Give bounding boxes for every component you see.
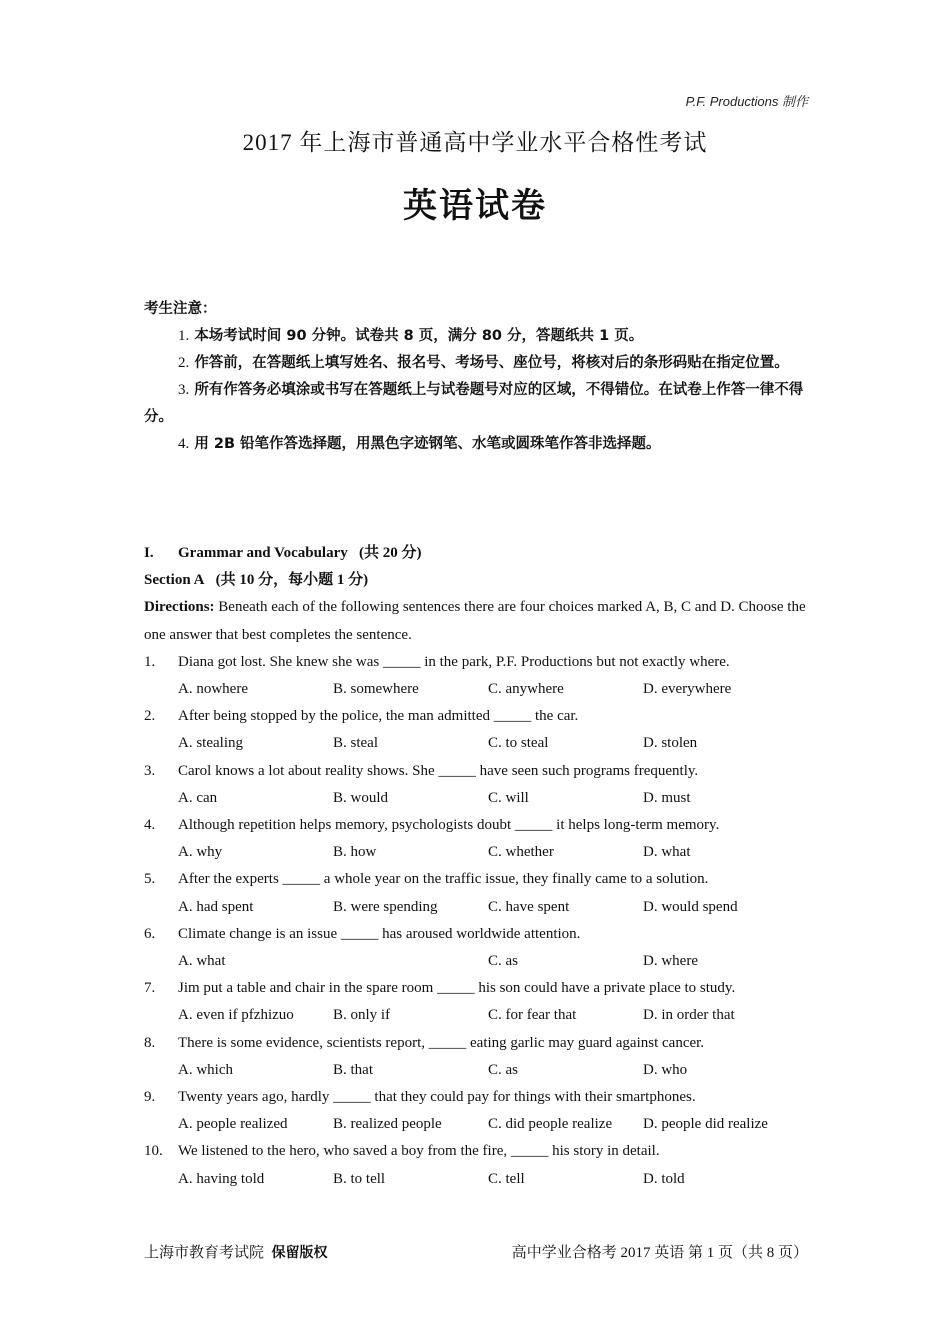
question-list [144,649,814,1193]
directions: Directions: Beneath each of the following sentences there are four choices marked A, B, C and D. Choose the one answer that best completes the sentence. [144,599,806,643]
answer-options [144,948,814,975]
option-d[interactable]: D. who [643,1061,688,1078]
option-a[interactable]: A. had spent [178,898,254,915]
option-b[interactable]: B. to tell [333,1170,386,1187]
question-10 [144,1138,814,1165]
option-c[interactable]: C. for fear that [488,1007,577,1024]
answer-options [144,894,814,921]
option-a[interactable]: A. stealing [178,735,243,752]
option-b[interactable]: B. how [333,844,377,861]
question-number: 10. [144,1143,163,1160]
option-b[interactable]: B. steal [333,735,378,752]
question-text: Climate change is an issue _____ has aroused worldwide attention. [178,925,581,942]
option-a[interactable]: A. people realized [178,1116,288,1133]
answer-options [144,676,814,703]
option-a[interactable]: A. why [178,844,223,861]
answer-options [144,730,814,757]
option-a[interactable]: A. nowhere [178,681,248,698]
option-a[interactable]: A. even if pfzhizuo [178,1007,294,1024]
option-c[interactable]: C. as [488,953,518,970]
question-6 [144,921,814,948]
notice-heading: 考生注意： [144,301,217,317]
question-text: After the experts _____ a whole year on the traffic issue, they finally came to a solution. [178,871,709,888]
option-c[interactable]: C. tell [488,1170,525,1187]
question-text: Diana got lost. She knew she was _____ in the park, P.F. Productions but not exactly where. [178,653,730,670]
candidate-notice [144,296,814,458]
question-text: Although repetition helps memory, psychologists doubt _____ it helps long-term memory. [178,817,720,834]
question-number: 9. [144,1089,156,1106]
notice-item: 2. 作答前，在答题纸上填写姓名、报名号、考场号、座位号，将核对后的条形码贴在指定位置。 [178,355,789,371]
question-9 [144,1084,814,1111]
exam-title: 2017 年上海市普通高中学业水平合格性考试 [242,130,708,155]
option-d[interactable]: D. told [643,1170,685,1187]
question-number: 6. [144,925,156,942]
option-a[interactable]: A. can [178,789,218,806]
option-b[interactable]: B. realized people [333,1116,442,1133]
option-b[interactable]: B. were spending [333,898,438,915]
question-7 [144,975,814,1002]
question-text: After being stopped by the police, the man admitted _____ the car. [178,708,579,725]
option-d[interactable]: D. would spend [643,898,738,915]
notice-item: 1. 本场考试时间 90 分钟。试卷共 8 页，满分 80 分，答题纸共 1 页。 [178,328,644,344]
option-b[interactable]: B. only if [333,1007,391,1024]
option-d[interactable]: D. stolen [643,735,698,752]
answer-options [144,1057,814,1084]
question-number: 1. [144,653,156,670]
grammar-section [144,540,814,1193]
option-b[interactable]: B. would [333,789,389,806]
option-a[interactable]: A. what [178,953,226,970]
option-d[interactable]: D. in order that [643,1007,735,1024]
question-text: Twenty years ago, hardly _____ that they could pay for things with their smartphones. [178,1089,696,1106]
question-3 [144,758,814,785]
question-8 [144,1030,814,1057]
option-a[interactable]: A. having told [178,1170,265,1187]
answer-options [144,1002,814,1029]
option-d[interactable]: D. what [643,844,691,861]
paper-title: 英语试卷 [403,186,547,226]
option-d[interactable]: D. must [643,789,691,806]
footer-copyright: 上海市教育考试院 保留版权 [144,1245,328,1261]
question-text: Jim put a table and chair in the spare room _____ his son could have a private place to study. [178,980,736,997]
question-number: 7. [144,980,156,997]
option-c[interactable]: C. anywhere [488,681,564,698]
question-2 [144,703,814,730]
option-d[interactable]: D. people did realize [643,1116,768,1133]
question-number: 8. [144,1034,156,1051]
option-c[interactable]: C. did people realize [488,1116,613,1133]
option-c[interactable]: C. will [488,789,529,806]
footer-page-info: 高中学业合格考 2017 英语 第 1 页（共 8 页） [511,1245,808,1261]
option-c[interactable]: C. have spent [488,898,570,915]
answer-options [144,1111,814,1138]
part-heading: I. Grammar and Vocabulary (共 20 分) [144,545,422,561]
question-5 [144,866,814,893]
option-d[interactable]: D. where [643,953,698,970]
notice-item: 3. 所有作答务必填涂或书写在答题纸上与试卷题号对应的区域，不得错位。在试卷上作答一律不得分。 [144,382,804,425]
question-text: There is some evidence, scientists report, _____ eating garlic may guard against cancer. [178,1034,705,1051]
question-number: 5. [144,871,156,888]
option-d[interactable]: D. everywhere [643,681,732,698]
option-a[interactable]: A. which [178,1061,233,1078]
question-4 [144,812,814,839]
option-b[interactable]: B. somewhere [333,681,419,698]
option-b[interactable]: B. that [333,1061,373,1078]
producer-credit: P.F. Productions 制作 [685,94,808,109]
answer-options [144,1166,814,1193]
question-text: Carol knows a lot about reality shows. She _____ have seen such programs frequently. [178,762,699,779]
option-b[interactable] [333,948,488,975]
option-c[interactable]: C. to steal [488,735,549,752]
question-number: 2. [144,708,156,725]
question-number: 3. [144,762,156,779]
question-number: 4. [144,817,156,834]
answer-options [144,839,814,866]
question-1 [144,649,814,676]
question-text: We listened to the hero, who saved a boy from the fire, _____ his story in detail. [178,1143,660,1160]
section-heading: Section A (共 10 分，每小题 1 分) [144,572,369,589]
option-c[interactable]: C. whether [488,844,554,861]
answer-options [144,785,814,812]
option-c[interactable]: C. as [488,1061,518,1078]
notice-item: 4. 用 2B 铅笔作答选择题，用黑色字迹钢笔、水笔或圆珠笔作答非选择题。 [178,436,661,452]
